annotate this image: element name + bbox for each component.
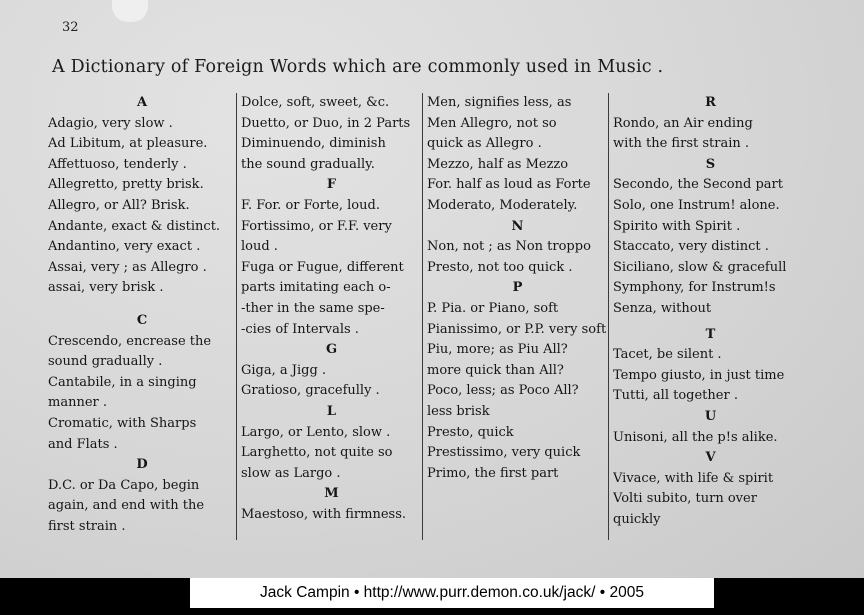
dictionary-entry: Poco, less; as Poco All? — [427, 383, 579, 399]
dictionary-entry: Cromatic, with Sharps — [48, 415, 197, 431]
dictionary-column-2 — [236, 93, 422, 540]
dictionary-entry: Symphony, for Instrum!s — [613, 280, 776, 296]
dictionary-entry: Moderato, Moderately. — [427, 197, 578, 213]
dictionary-entry: and Flats . — [48, 436, 118, 452]
dictionary-entry: Larghetto, not quite so — [241, 445, 393, 461]
dictionary-entry: Piu, more; as Piu All? — [427, 342, 568, 358]
dictionary-entry: less brisk — [427, 403, 490, 419]
dictionary-entry: Fortissimo, or F.F. very — [241, 218, 392, 234]
dictionary-entry: the sound gradually. — [241, 156, 375, 172]
letter-heading: R — [705, 95, 716, 110]
dictionary-entry: Largo, or Lento, slow . — [241, 424, 391, 440]
dictionary-entry: Diminuendo, diminish — [241, 136, 386, 152]
letter-heading: M — [324, 486, 339, 502]
dictionary-entry: P. Pia. or Piano, soft — [427, 300, 559, 316]
dictionary-entry: Giga, a Jigg . — [241, 362, 327, 378]
dictionary-entry: Adagio, very slow . — [48, 115, 173, 131]
page-number: 32 — [62, 20, 79, 35]
letter-heading: N — [511, 218, 524, 234]
dictionary-entry: Rondo, an Air ending — [613, 115, 753, 131]
letter-heading: V — [705, 450, 716, 466]
dictionary-column-1 — [44, 93, 236, 540]
letter-heading: T — [705, 326, 716, 342]
dictionary-entry: Allegro, or All? Brisk. — [48, 197, 190, 213]
dictionary-entry: Unisoni, all the p!s alike. — [613, 429, 778, 445]
dictionary-entry: Andante, exact & distinct. — [48, 218, 221, 234]
letter-heading: A — [136, 95, 148, 110]
dictionary-entry: manner . — [48, 395, 107, 411]
dictionary-entry: Tutti, all together . — [613, 388, 738, 404]
dictionary-entry: Tacet, be silent . — [613, 347, 722, 363]
dictionary-entry: D.C. or Da Capo, begin — [48, 477, 200, 493]
dictionary-entry: Crescendo, encrease the — [48, 333, 212, 349]
dictionary-entry: with the first strain . — [613, 136, 750, 152]
dictionary-entry: Tempo giusto, in just time — [613, 367, 785, 383]
dictionary-entry: Andantino, very exact . — [48, 239, 201, 255]
dictionary-entry: For. half as loud as Forte — [427, 177, 591, 193]
dictionary-entry: loud . — [241, 239, 278, 255]
dictionary-entry: Men, signifies less, as — [427, 95, 572, 110]
letter-heading: D — [136, 457, 148, 473]
dictionary-entry: quick as Allegro . — [427, 136, 542, 152]
credit-footer: Jack Campin • http://www.purr.demon.co.uk/jack/ • 2005 — [190, 578, 714, 608]
torn-corner — [112, 0, 148, 22]
dictionary-entry: Siciliano, slow & gracefull — [613, 259, 787, 275]
dictionary-entry: Presto, not too quick . — [427, 259, 573, 275]
dictionary-column-4 — [608, 93, 808, 540]
dictionary-entry: Spirito with Spirit . — [613, 218, 741, 234]
dictionary-entry: first strain . — [48, 518, 126, 534]
dictionary-entry: Maestoso, with firmness. — [241, 506, 407, 522]
dictionary-entry: Solo, one Instrum! alone. — [613, 197, 780, 213]
dictionary-entry: Staccato, very distinct . — [613, 239, 769, 255]
dictionary-entry: Men Allegro, not so — [427, 115, 557, 131]
dictionary-entry: assai, very brisk . — [48, 280, 164, 296]
dictionary-column-3 — [422, 93, 608, 540]
dictionary-entry: sound gradually . — [48, 354, 163, 370]
dictionary-entry: Vivace, with life & spirit — [613, 470, 774, 486]
dictionary-entry: Pianissimo, or P.P. very soft — [427, 321, 607, 337]
dictionary-entry: F. For. or Forte, loud. — [241, 197, 380, 213]
dictionary-entry: Senza, without — [613, 300, 712, 316]
dictionary-entry: slow as Largo . — [241, 465, 341, 481]
dictionary-entry: Prestissimo, very quick — [427, 445, 581, 461]
dictionary-entry: parts imitating each o- — [241, 280, 391, 296]
dictionary-entry: Cantabile, in a singing — [48, 374, 197, 390]
dictionary-entry: again, and end with the — [48, 498, 205, 514]
dictionary-entry: Affettuoso, tenderly . — [48, 156, 187, 172]
dictionary-entry: Ad Libitum, at pleasure. — [48, 136, 208, 152]
letter-heading: S — [705, 156, 716, 172]
dictionary-entry: Primo, the first part — [427, 465, 559, 481]
dictionary-entry: Duetto, or Duo, in 2 Parts — [241, 115, 411, 131]
dictionary-entry: Mezzo, half as Mezzo — [427, 156, 569, 172]
dictionary-entry: Allegretto, pretty brisk. — [48, 177, 204, 193]
dictionary-entry: Volti subito, turn over — [613, 491, 757, 507]
dictionary-entry: Assai, very ; as Allegro . — [48, 259, 207, 275]
letter-heading: U — [704, 408, 717, 424]
dictionary-entry: Non, not ; as Non troppo — [427, 239, 591, 255]
dictionary-entry: Presto, quick — [427, 424, 514, 440]
dictionary-entry: Dolce, soft, sweet, &c. — [241, 95, 390, 110]
letter-heading: C — [136, 312, 148, 328]
letter-heading: G — [325, 342, 338, 358]
dictionary-entry: -ther in the same spe- — [241, 300, 385, 316]
dictionary-entry: quickly — [613, 511, 661, 527]
dictionary-entry: Gratioso, gracefully . — [241, 383, 380, 399]
letter-heading: P — [512, 280, 523, 296]
dictionary-entry: Fuga or Fugue, different — [241, 259, 404, 275]
dictionary-entry: -cies of Intervals . — [241, 321, 359, 337]
dictionary-entry: more quick than All? — [427, 362, 564, 378]
spacer — [48, 299, 236, 311]
dictionary-entry: Secondo, the Second part — [613, 177, 783, 193]
letter-heading: L — [326, 403, 337, 419]
page-title: A Dictionary of Foreign Words which are commonly used in Music . — [52, 57, 664, 77]
letter-heading: F — [326, 177, 337, 193]
